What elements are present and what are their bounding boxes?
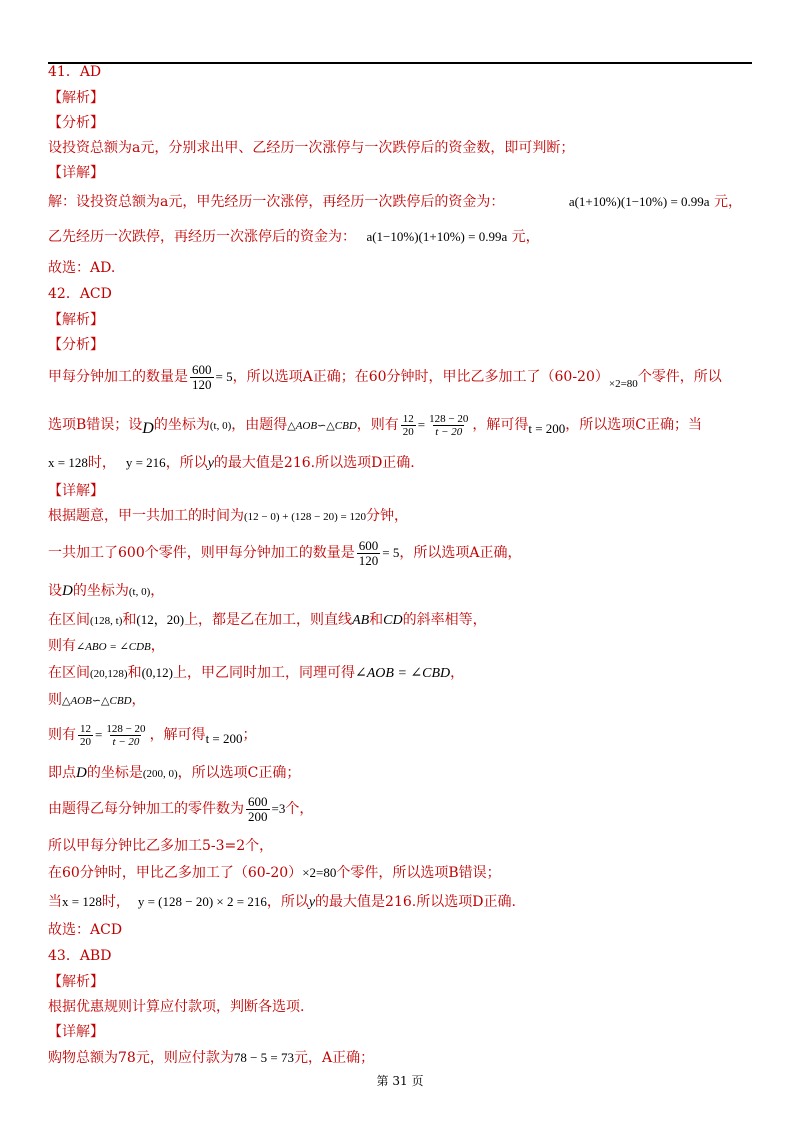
- text-span: 购物总额为78元，则应付款为: [48, 1050, 234, 1066]
- text-span: 则有: [48, 727, 76, 743]
- text-span: 当: [48, 894, 62, 910]
- math-span: ∠AOB = ∠CBD: [355, 666, 451, 681]
- math-var: D: [76, 765, 87, 781]
- math-span: =: [417, 417, 426, 432]
- text-span: 的坐标是: [86, 765, 143, 781]
- math-var: y: [207, 456, 214, 471]
- text-span: 的最大值是216.所以选项D正确.: [213, 455, 415, 471]
- fraction: [427, 413, 470, 438]
- q42-detail-13: [48, 893, 516, 912]
- math-span: = 5: [215, 369, 233, 384]
- text-span: 上，甲乙同时加工，同理可得: [173, 665, 355, 681]
- fraction-denominator: t − 20: [112, 735, 140, 748]
- fraction-denominator: t − 20: [435, 425, 463, 438]
- q42-detail-6: [48, 664, 464, 683]
- math-span: △AOB∽△CBD: [62, 695, 132, 707]
- math-var: y: [308, 895, 316, 910]
- q42-detail-9: [48, 764, 300, 783]
- text-span: ，解可得: [472, 417, 529, 433]
- fraction: [104, 723, 147, 748]
- fraction: [401, 413, 416, 438]
- q42-detail-8: [48, 720, 257, 750]
- q41-line2-math: a(1−10%)(1+10%) = 0.99a: [366, 229, 508, 244]
- fraction-denominator: 20: [402, 425, 414, 438]
- math-span: (200, 0): [142, 768, 178, 780]
- fraction-numerator: 600: [358, 537, 379, 553]
- text-span: ，: [150, 638, 165, 654]
- q41-line1-unit: 元，: [714, 194, 743, 210]
- text-span: 甲每分钟加工的数量是: [48, 369, 188, 385]
- math-var: D: [142, 420, 154, 437]
- fraction-numerator: 128 − 20: [106, 722, 146, 735]
- q42-detail-12: [48, 864, 501, 882]
- text-span: ，解可得: [149, 727, 206, 743]
- fraction-numerator: 600: [248, 793, 268, 809]
- text-span: 时，: [87, 455, 116, 471]
- text-span: ，由题得: [231, 417, 288, 433]
- fraction-numerator: 12: [402, 412, 414, 425]
- q41-line1-math: a(1+10%)(1−10%) = 0.99a: [568, 194, 710, 209]
- text-span: 则有: [48, 638, 76, 654]
- math-span: (t, 0): [128, 586, 151, 598]
- text-span: 即点: [48, 765, 76, 781]
- text-span: 根据题意，甲一共加工的时间为: [48, 508, 244, 524]
- q42-detail-7: [48, 691, 146, 710]
- fraction-numerator: 128 − 20: [429, 412, 469, 425]
- q42-fenxi-heading: 【分析】: [48, 337, 104, 353]
- text-span: 个，: [285, 801, 314, 817]
- q41-answer: 故选：AD.: [48, 260, 116, 276]
- q42-fenxi-line-2: [48, 410, 702, 441]
- text-span: 一共加工了600个零件，则甲每分钟加工的数量是: [48, 545, 355, 561]
- math-span: (128, t): [90, 615, 123, 627]
- q42-answer: 故选：ACD: [48, 922, 123, 938]
- q43-jiexi-heading: 【解析】: [48, 974, 104, 990]
- q42-detail-10: [48, 794, 313, 824]
- fraction: [246, 795, 270, 824]
- text-span: ，所以: [165, 455, 208, 471]
- q41-xiangjie-heading: 【详解】: [48, 165, 104, 181]
- q42-fenxi-line-1: [48, 362, 722, 393]
- fraction-numerator: 600: [192, 361, 212, 377]
- q41-fenxi-heading: 【分析】: [48, 115, 104, 131]
- text-span: 的最大值是216.所以选项D正确.: [315, 894, 516, 910]
- text-span: 则: [48, 692, 62, 708]
- math-span: = 5: [382, 545, 400, 560]
- fraction-denominator: 20: [80, 735, 91, 748]
- math-span: 78 − 5 = 73: [233, 1050, 294, 1065]
- text-span: 在60分钟时，甲比乙多加工了（60-20）: [48, 865, 303, 881]
- fraction: [357, 539, 381, 568]
- math-span: ×2=80: [608, 378, 638, 390]
- q41-line1-text: 解：设投资总额为a元，甲先经历一次涨停，再经历一次跌停后的资金为：: [48, 194, 505, 210]
- math-span: =3: [271, 801, 286, 816]
- math-span: x = 128: [62, 894, 102, 909]
- text-span: 个零件，所以选项B错误；: [336, 865, 501, 881]
- text-span: 和: [127, 665, 142, 681]
- q41-line2-text: 乙先经历一次跌停，再经历一次涨停后的资金为：: [48, 229, 356, 245]
- q41-title: 41．AD: [48, 64, 102, 80]
- math-span: △AOB∽△CBD: [287, 420, 357, 432]
- q42-detail-11: 所以甲每分钟比乙多加工5-3=2个，: [48, 838, 274, 854]
- text-span: 设: [48, 583, 62, 599]
- math-span: (0,12): [141, 665, 173, 680]
- text-span: 的坐标为: [153, 417, 210, 433]
- q42-fenxi-line-3: [48, 454, 415, 473]
- math-var: D: [62, 583, 73, 599]
- q42-title: 42．ACD: [48, 286, 112, 302]
- q42-xiangjie-heading: 【详解】: [48, 483, 104, 499]
- q43-jiexi-text: 根据优惠规则计算应付款项，判断各选项.: [48, 999, 305, 1015]
- text-span: ，则有: [356, 417, 399, 433]
- text-span: 元，A正确；: [294, 1050, 375, 1066]
- text-span: 和: [369, 612, 384, 628]
- q42-jiexi-heading: 【解析】: [48, 312, 104, 328]
- q41-line2-unit: 元，: [511, 229, 540, 245]
- fraction: [78, 723, 93, 748]
- q43-title: 43．ABD: [48, 948, 112, 964]
- text-span: 个零件，所以: [637, 369, 722, 385]
- text-span: 在区间: [48, 665, 90, 681]
- text-span: 时，: [101, 894, 130, 910]
- q42-detail-2: [48, 538, 521, 568]
- math-span: y = (128 − 20) × 2 = 216: [137, 894, 267, 909]
- q42-detail-5: [48, 637, 165, 656]
- q43-xiangjie-heading: 【详解】: [48, 1024, 104, 1040]
- text-span: 的斜率相等，: [402, 612, 487, 628]
- q41-jiexi-heading: 【解析】: [48, 90, 104, 106]
- q42-detail-4: [48, 611, 487, 630]
- math-span: (20,128): [90, 668, 128, 680]
- math-span: x = 128: [48, 455, 88, 470]
- q42-detail-1: [48, 507, 408, 526]
- math-span: t = 200: [205, 731, 243, 746]
- q41-fenxi-text: 设投资总额为a元，分别求出甲、乙经历一次涨停与一次跌停后的资金数，即可判断；: [48, 140, 575, 156]
- text-span: 上，都是乙在加工，则直线: [184, 612, 353, 628]
- fraction-denominator: 120: [192, 376, 212, 392]
- fraction-numerator: 12: [80, 722, 91, 735]
- text-span: 在区间: [48, 612, 90, 628]
- fraction-denominator: 200: [248, 808, 268, 824]
- text-span: ，所以选项C正确；当: [565, 417, 703, 433]
- math-span: (t, 0): [209, 420, 232, 432]
- math-var: CD: [383, 613, 403, 628]
- math-span: y = 216: [125, 455, 166, 470]
- text-span: 分钟，: [365, 508, 408, 524]
- top-rule: [48, 62, 752, 64]
- text-span: 选项B错误；设: [48, 417, 143, 433]
- math-span: ×2=80: [302, 865, 337, 880]
- text-span: 和: [122, 612, 137, 628]
- text-span: ，所以选项A正确，: [399, 545, 522, 561]
- text-span: ，所以选项C正确；: [177, 765, 301, 781]
- fraction: [190, 363, 214, 392]
- math-span: =: [95, 727, 103, 742]
- math-span: (12，20): [136, 612, 185, 627]
- math-var: AB: [352, 613, 370, 628]
- q41-detail-line-1: [48, 193, 742, 211]
- page-number: 第 31 页: [376, 1074, 424, 1088]
- q43-detail-1: [48, 1049, 374, 1067]
- q42-detail-3: [48, 582, 164, 601]
- text-span: ，所以: [266, 894, 309, 910]
- text-span: ，所以选项A正确；在60分钟时，甲比乙多加工了（60-20）: [232, 369, 609, 385]
- math-span: t = 200: [528, 421, 566, 436]
- text-span: 的坐标为: [72, 583, 129, 599]
- text-span: ，: [450, 665, 465, 681]
- q41-detail-line-2: [48, 228, 540, 246]
- math-span: ∠ABO = ∠CDB: [76, 641, 151, 653]
- text-span: 由题得乙每分钟加工的零件数为: [48, 801, 244, 817]
- math-span: (12 − 0) + (128 − 20) = 120: [244, 511, 366, 523]
- text-span: ；: [242, 727, 257, 743]
- text-span: ，: [150, 583, 165, 599]
- text-span: ，: [131, 692, 146, 708]
- fraction-denominator: 120: [358, 552, 379, 568]
